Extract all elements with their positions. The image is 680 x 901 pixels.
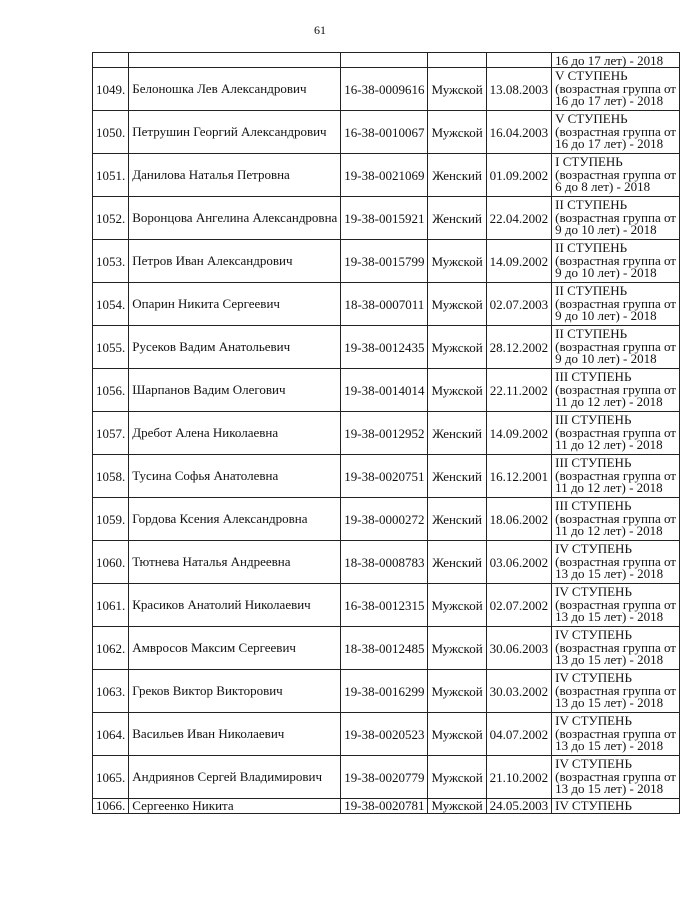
level-title: III СТУПЕНЬ [555, 455, 632, 471]
level-age-range: 16 до 17 лет) - 2018 [555, 93, 664, 109]
table-row [93, 369, 680, 412]
level-title: IV СТУПЕНЬ [555, 584, 632, 600]
uin-code: 19-38-0016299 [341, 670, 428, 713]
gender: Мужской [428, 627, 486, 670]
gender: Мужской [428, 111, 486, 154]
birth-date: 16.12.2001 [486, 455, 552, 498]
cell-code [341, 53, 428, 68]
level-title: II СТУПЕНЬ [555, 283, 628, 299]
table-row [93, 111, 680, 154]
gender: Мужской [428, 369, 486, 412]
gto-level [552, 498, 680, 541]
row-number: 1061. [93, 584, 129, 627]
level-age-range: 13 до 15 лет) - 2018 [555, 695, 664, 711]
level-age-range: 13 до 15 лет) - 2018 [555, 781, 664, 797]
cell-date [486, 53, 552, 68]
row-number: 1057. [93, 412, 129, 455]
table-row [93, 584, 680, 627]
birth-date: 14.09.2002 [486, 240, 552, 283]
birth-date: 28.12.2002 [486, 326, 552, 369]
level-title: I СТУПЕНЬ [555, 154, 623, 170]
level-age-range: 16 до 17 лет) - 2018 [555, 136, 664, 152]
level-title: II СТУПЕНЬ [555, 197, 628, 213]
gender: Женский [428, 154, 486, 197]
person-name: Васильев Иван Николаевич [129, 713, 341, 756]
uin-code: 18-38-0008783 [341, 541, 428, 584]
row-number: 1055. [93, 326, 129, 369]
table-row [93, 498, 680, 541]
row-number: 1053. [93, 240, 129, 283]
level-title: II СТУПЕНЬ [555, 240, 628, 256]
table-row-last [93, 799, 680, 814]
row-number: 1064. [93, 713, 129, 756]
birth-date: 14.09.2002 [486, 412, 552, 455]
level-age-range: 13 до 15 лет) - 2018 [555, 566, 664, 582]
gender: Мужской [428, 283, 486, 326]
person-name: Дребот Алена Николаевна [129, 412, 341, 455]
uin-code: 16-38-0010067 [341, 111, 428, 154]
uin-code: 16-38-0012315 [341, 584, 428, 627]
level-age-range: 13 до 15 лет) - 2018 [555, 738, 664, 754]
table-row [93, 455, 680, 498]
uin-code: 19-38-0020751 [341, 455, 428, 498]
cell-gender [428, 53, 486, 68]
table-row [93, 627, 680, 670]
level-group-text: (возрастная группа от [555, 682, 676, 698]
table-row [93, 670, 680, 713]
level-title: III СТУПЕНЬ [555, 498, 632, 514]
birth-date: 18.06.2002 [486, 498, 552, 541]
level-age-range: 9 до 10 лет) - 2018 [555, 351, 657, 367]
level-age-range: 11 до 12 лет) - 2018 [555, 523, 663, 539]
level-title: IV СТУПЕНЬ [555, 713, 632, 729]
uin-code: 18-38-0007011 [341, 283, 428, 326]
level-group-text: (возрастная группа от [555, 338, 676, 354]
level-group-text: (возрастная группа от [555, 123, 676, 139]
level-age-range: 11 до 12 лет) - 2018 [555, 437, 663, 453]
table-row [93, 154, 680, 197]
table-row [93, 68, 680, 111]
row-number: 1050. [93, 111, 129, 154]
cell-name [129, 53, 341, 68]
person-name: Гордова Ксения Александровна [129, 498, 341, 541]
level-title: IV СТУПЕНЬ [555, 670, 632, 686]
birth-date: 22.11.2002 [486, 369, 552, 412]
cell-num [93, 53, 129, 68]
person-name: Петров Иван Александрович [129, 240, 341, 283]
table-row [93, 756, 680, 799]
table-row [93, 713, 680, 756]
level-group-text: (возрастная группа от [555, 510, 676, 526]
uin-code: 19-38-0020779 [341, 756, 428, 799]
level-group-text: (возрастная группа от [555, 424, 676, 440]
person-name: Андриянов Сергей Владимирович [129, 756, 341, 799]
page-number: 61 [314, 23, 326, 37]
gender: Мужской [428, 584, 486, 627]
level-age-range: 11 до 12 лет) - 2018 [555, 480, 663, 496]
row-number: 1056. [93, 369, 129, 412]
gender: Мужской [428, 326, 486, 369]
gender: Женский [428, 455, 486, 498]
table-row [93, 541, 680, 584]
level-age-range: 9 до 10 лет) - 2018 [555, 308, 657, 324]
table-row-continued [93, 53, 680, 68]
birth-date: 02.07.2003 [486, 283, 552, 326]
birth-date: 03.06.2002 [486, 541, 552, 584]
uin-code: 19-38-0020523 [341, 713, 428, 756]
uin-code: 19-38-0012952 [341, 412, 428, 455]
person-name: Амвросов Максим Сергеевич [129, 627, 341, 670]
level-title: V СТУПЕНЬ [555, 111, 628, 127]
uin-code: 19-38-0015921 [341, 197, 428, 240]
gto-level [552, 326, 680, 369]
gto-level [552, 240, 680, 283]
gto-level [552, 68, 680, 111]
row-number: 1065. [93, 756, 129, 799]
level-group-text: (возрастная группа от [555, 252, 676, 268]
table-row [93, 197, 680, 240]
person-name: Данилова Наталья Петровна [129, 154, 341, 197]
row-number: 1063. [93, 670, 129, 713]
gto-level [552, 154, 680, 197]
birth-date: 21.10.2002 [486, 756, 552, 799]
gender: Мужской [428, 670, 486, 713]
level-group-text: (возрастная группа от [555, 80, 676, 96]
registry-table [92, 52, 680, 814]
level-group-text: (возрастная группа от [555, 295, 676, 311]
gender: Женский [428, 412, 486, 455]
uin-code: 19-38-0020781 [341, 799, 428, 814]
level-group-text: (возрастная группа от [555, 381, 676, 397]
gto-level [552, 670, 680, 713]
birth-date: 13.08.2003 [486, 68, 552, 111]
person-name: Красиков Анатолий Николаевич [129, 584, 341, 627]
level-title: III СТУПЕНЬ [555, 369, 632, 385]
table-row [93, 283, 680, 326]
row-number: 1059. [93, 498, 129, 541]
level-title: IV СТУПЕНЬ [555, 627, 632, 643]
gto-level [552, 756, 680, 799]
person-name: Русеков Вадим Анатольевич [129, 326, 341, 369]
row-number: 1051. [93, 154, 129, 197]
cell-level: 16 до 17 лет) - 2018 [552, 53, 680, 68]
level-title: V СТУПЕНЬ [555, 68, 628, 84]
gender: Мужской [428, 68, 486, 111]
table-row [93, 412, 680, 455]
table-row [93, 240, 680, 283]
level-group-text: (возрастная группа от [555, 209, 676, 225]
uin-code: 19-38-0012435 [341, 326, 428, 369]
row-number: 1062. [93, 627, 129, 670]
birth-date: 16.04.2003 [486, 111, 552, 154]
person-name: Шарпанов Вадим Олегович [129, 369, 341, 412]
gto-level [552, 541, 680, 584]
gto-level [552, 197, 680, 240]
row-number: 1058. [93, 455, 129, 498]
person-name: Тусина Софья Анатолевна [129, 455, 341, 498]
birth-date: 30.03.2002 [486, 670, 552, 713]
uin-code: 19-38-0015799 [341, 240, 428, 283]
row-number: 1060. [93, 541, 129, 584]
birth-date: 30.06.2003 [486, 627, 552, 670]
row-number: 1054. [93, 283, 129, 326]
person-name: Сергеенко Никита [129, 799, 341, 814]
gto-level: IV СТУПЕНЬ [552, 799, 680, 814]
level-group-text: (возрастная группа от [555, 768, 676, 784]
uin-code: 19-38-0000272 [341, 498, 428, 541]
person-name: Белоношка Лев Александрович [129, 68, 341, 111]
level-title: III СТУПЕНЬ [555, 412, 632, 428]
level-title: II СТУПЕНЬ [555, 326, 628, 342]
person-name: Опарин Никита Сергеевич [129, 283, 341, 326]
gto-level [552, 283, 680, 326]
birth-date: 04.07.2002 [486, 713, 552, 756]
table-row [93, 326, 680, 369]
level-group-text: (возрастная группа от [555, 166, 676, 182]
birth-date: 22.04.2002 [486, 197, 552, 240]
person-name: Воронцова Ангелина Александровна [129, 197, 341, 240]
level-group-text: (возрастная группа от [555, 553, 676, 569]
uin-code: 19-38-0021069 [341, 154, 428, 197]
gender: Женский [428, 498, 486, 541]
gto-level [552, 584, 680, 627]
gender: Мужской [428, 240, 486, 283]
level-title: IV СТУПЕНЬ [555, 756, 632, 772]
level-group-text: (возрастная группа от [555, 725, 676, 741]
level-age-range: 9 до 10 лет) - 2018 [555, 222, 657, 238]
level-title: IV СТУПЕНЬ [555, 541, 632, 557]
level-age-range: 6 до 8 лет) - 2018 [555, 179, 651, 195]
level-age-range: 13 до 15 лет) - 2018 [555, 609, 664, 625]
person-name: Тютнева Наталья Андреевна [129, 541, 341, 584]
row-number: 1052. [93, 197, 129, 240]
birth-date: 02.07.2002 [486, 584, 552, 627]
level-group-text: (возрастная группа от [555, 467, 676, 483]
level-age-range: 9 до 10 лет) - 2018 [555, 265, 657, 281]
person-name: Петрушин Георгий Александрович [129, 111, 341, 154]
gto-level [552, 627, 680, 670]
uin-code: 19-38-0014014 [341, 369, 428, 412]
birth-date: 01.09.2002 [486, 154, 552, 197]
gto-level [552, 369, 680, 412]
birth-date: 24.05.2003 [486, 799, 552, 814]
uin-code: 18-38-0012485 [341, 627, 428, 670]
gto-level [552, 713, 680, 756]
gto-level [552, 412, 680, 455]
level-age-range: 11 до 12 лет) - 2018 [555, 394, 663, 410]
table-body [93, 53, 680, 814]
gto-level [552, 455, 680, 498]
gender: Мужской [428, 799, 486, 814]
uin-code: 16-38-0009616 [341, 68, 428, 111]
gender: Мужской [428, 713, 486, 756]
level-age-range: 13 до 15 лет) - 2018 [555, 652, 664, 668]
person-name: Греков Виктор Викторович [129, 670, 341, 713]
row-number: 1066. [93, 799, 129, 814]
row-number: 1049. [93, 68, 129, 111]
level-group-text: (возрастная группа от [555, 639, 676, 655]
gender: Женский [428, 197, 486, 240]
level-group-text: (возрастная группа от [555, 596, 676, 612]
gender: Женский [428, 541, 486, 584]
gto-level [552, 111, 680, 154]
gender: Мужской [428, 756, 486, 799]
